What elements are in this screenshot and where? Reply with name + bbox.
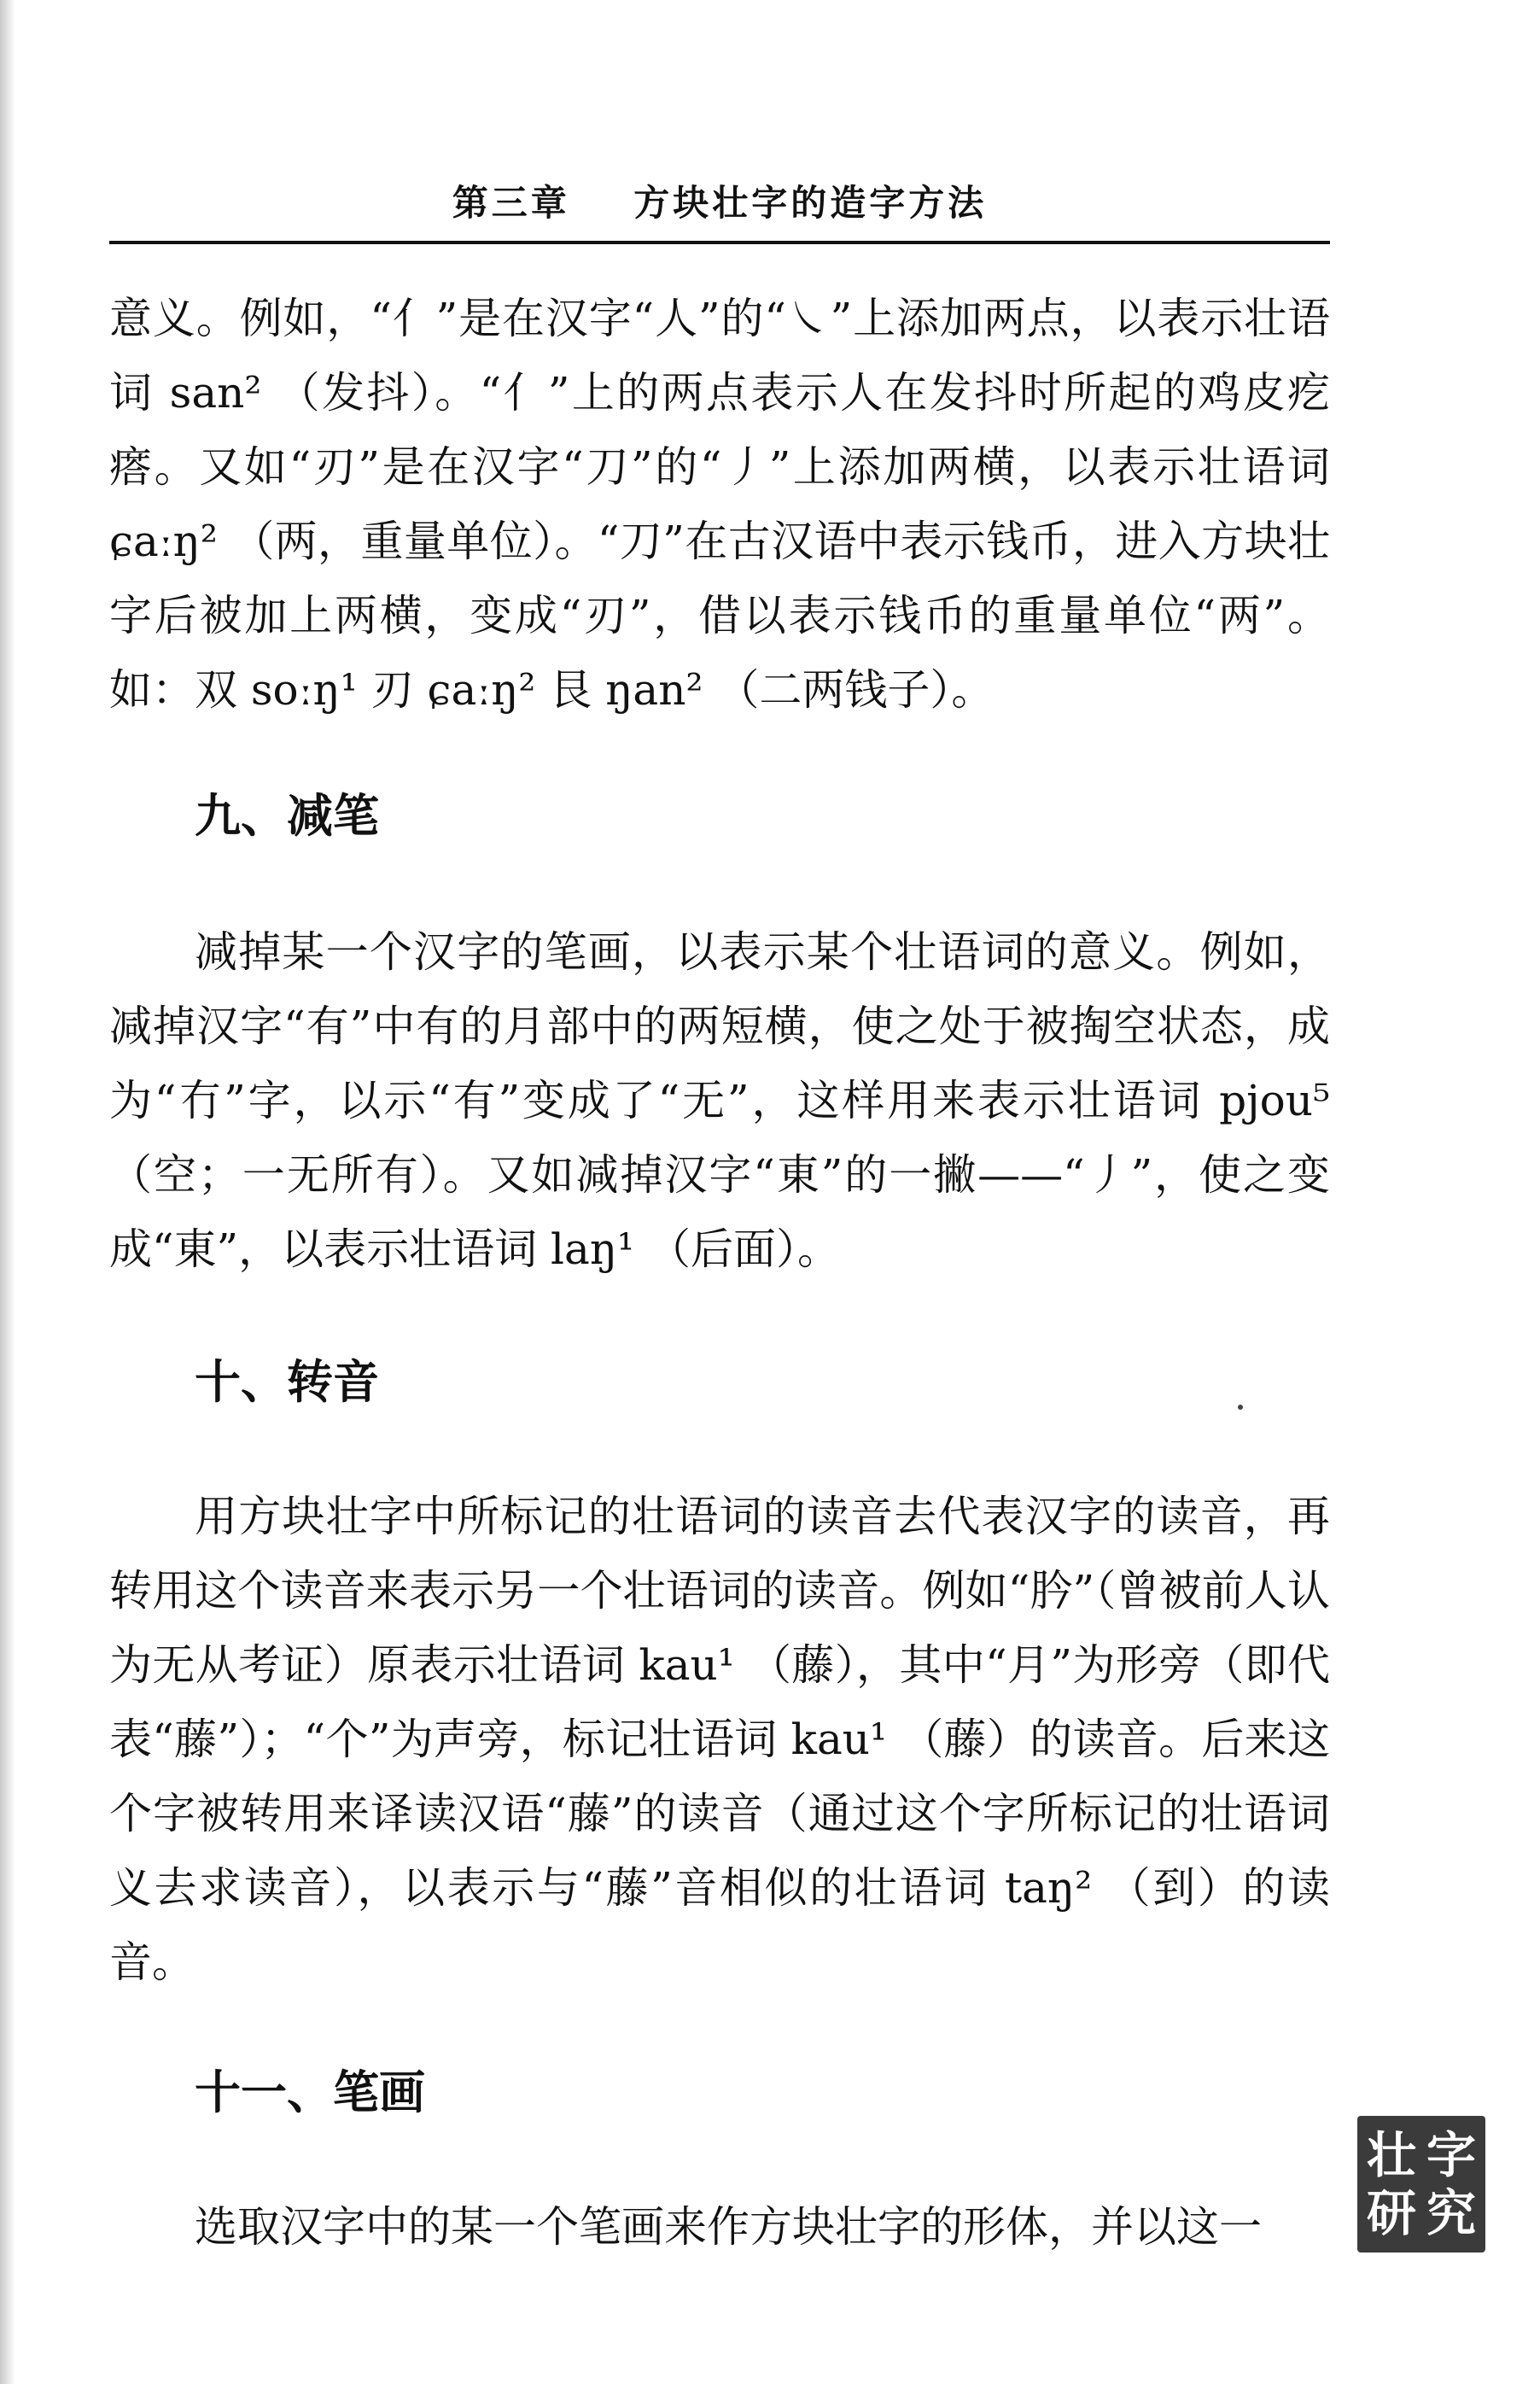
header-rule xyxy=(109,241,1330,244)
chapter-label: 第三章 xyxy=(452,182,570,224)
paragraph-text: 意义。例如，“⺅”是在汉字“人”的“㇏”上添加两点，以表示壮语词 san² （发抖）。“⺅”上的两点表示人在发抖时所起的鸡皮疙瘩。又如“刃”是在汉字“刀”的“丿”上添加两横，以表示壮语词 ɕaːŋ² （两，重量单位）。“刀”在古汉语中表示钱币，进入方块壮字后被加上两横，变成“刃”，借以表示钱币的重量单位“两”。如：双 soːŋ¹ 刃 ɕaːŋ² 艮 ŋan² （二两钱子）。 xyxy=(109,294,1330,715)
paragraph-continued xyxy=(109,282,1330,727)
scan-edge xyxy=(0,0,15,2384)
chapter-title: 方块壮字的造字方法 xyxy=(633,182,988,224)
stamp-char: 壮 xyxy=(1366,2126,1416,2184)
paragraph-strokes xyxy=(109,2190,1321,2264)
section-heading-11: 十一、笔画 xyxy=(195,2065,425,2119)
paragraph-subtract-strokes xyxy=(109,915,1330,1287)
paragraph-text: 用方块壮字中所标记的壮语词的读音去代表汉字的读音，再转用这个读音来表示另一个壮语词的读音。例如“肣”（曾被前人认为无从考证）原表示壮语词 kau¹ （藤），其中“月”为形旁（即代表“藤”）；“个”为声旁，标记壮语词 kau¹ （藤）的读音。后来这个字被转用来译读汉语“藤”的读音（通过这个字所标记的壮语词义去求读音），以表示与“藤”音相似的壮语词 taŋ² （到）的读音。 xyxy=(109,1492,1330,1987)
stamp-char: 字 xyxy=(1426,2126,1476,2184)
stamp-char: 究 xyxy=(1426,2184,1476,2242)
stamp-char: 研 xyxy=(1366,2184,1416,2242)
paragraph-text: 减掉某一个汉字的笔画，以表示某个壮语词的意义。例如，减掉汉字“有”中有的月部中的两短横，使之处于被掏空状态，成为“冇”字，以示“有”变成了“无”，这样用来表示壮语词 pjou⁵ （空；一无所有）。又如减掉汉字“東”的一撇——“丿”，使之变成“東”，以表示壮语词 laŋ¹ （后面）。 xyxy=(109,927,1330,1274)
scan-speck xyxy=(1238,1405,1243,1410)
paragraph-phonetic-transfer xyxy=(109,1480,1330,2000)
running-head xyxy=(109,175,1330,226)
section-heading-9: 九、减笔 xyxy=(195,788,379,843)
paragraph-text: 选取汉字中的某一个笔画来作方块壮字的形体，并以这一 xyxy=(195,2202,1262,2252)
library-stamp-logo xyxy=(1357,2116,1485,2253)
section-heading-10: 十、转音 xyxy=(195,1354,379,1409)
